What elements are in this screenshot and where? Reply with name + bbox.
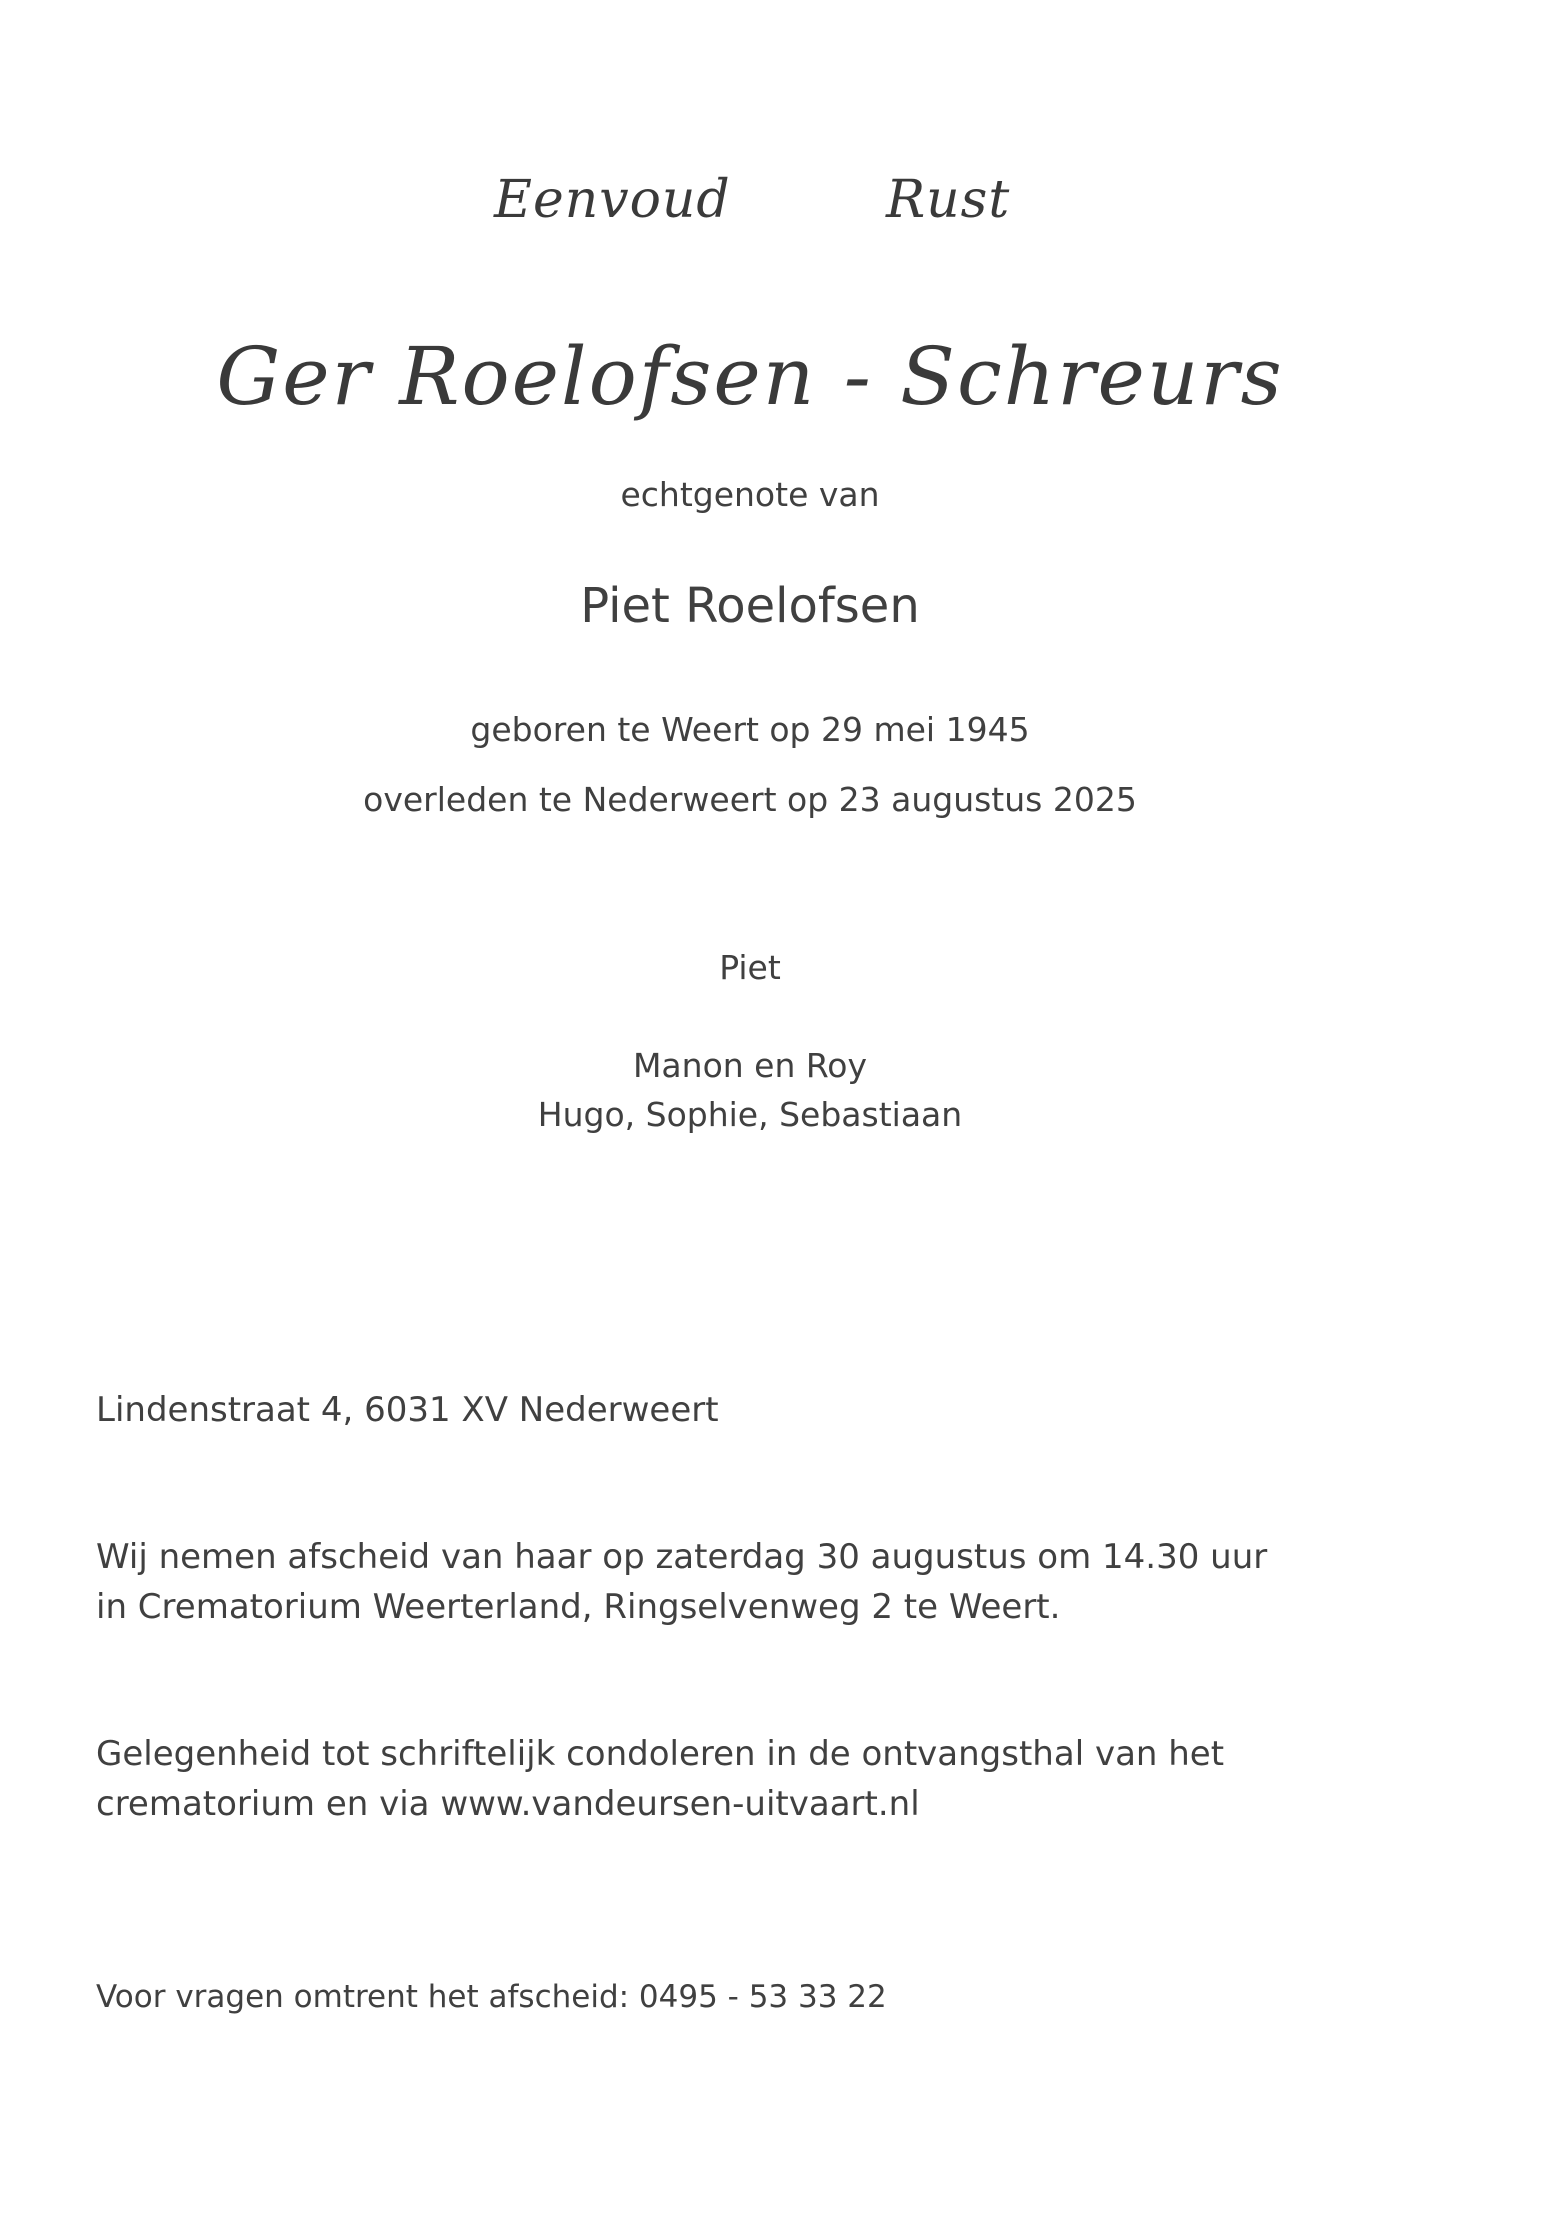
contact-info: Voor vragen omtrent het afscheid: 0495 - 53 33 22: [96, 1979, 887, 2015]
birth-line: geboren te Weert op 29 mei 1945: [470, 710, 1030, 749]
death-line: overleden te Nederweert op 23 augustus 2025: [363, 780, 1137, 819]
family-children: Manon en Roy: [632, 1046, 868, 1085]
condolence-line-2: crematorium en via www.vandeursen-uitvaart.nl: [96, 1784, 920, 1824]
family-grandchildren: Hugo, Sophie, Sebastiaan: [537, 1095, 963, 1134]
motto-rust: Rust: [886, 170, 1011, 230]
spouse-name: Piet Roelofsen: [580, 578, 920, 634]
farewell-line-2: in Crematorium Weerterland, Ringselvenweg 2 te Weert.: [96, 1587, 1061, 1627]
address: Lindenstraat 4, 6031 XV Nederweert: [96, 1390, 719, 1430]
farewell-line-1: Wij nemen afscheid van haar op zaterdag 30 augustus om 14.30 uur: [96, 1537, 1268, 1577]
motto-eenvoud: Eenvoud: [494, 170, 731, 230]
family-partner: Piet: [719, 948, 781, 987]
relation-text: echtgenote van: [620, 475, 880, 514]
deceased-name: Ger Roelofsen - Schreurs: [216, 330, 1284, 423]
condolence-line-1: Gelegenheid tot schriftelijk condoleren in de ontvangsthal van het: [96, 1734, 1225, 1774]
